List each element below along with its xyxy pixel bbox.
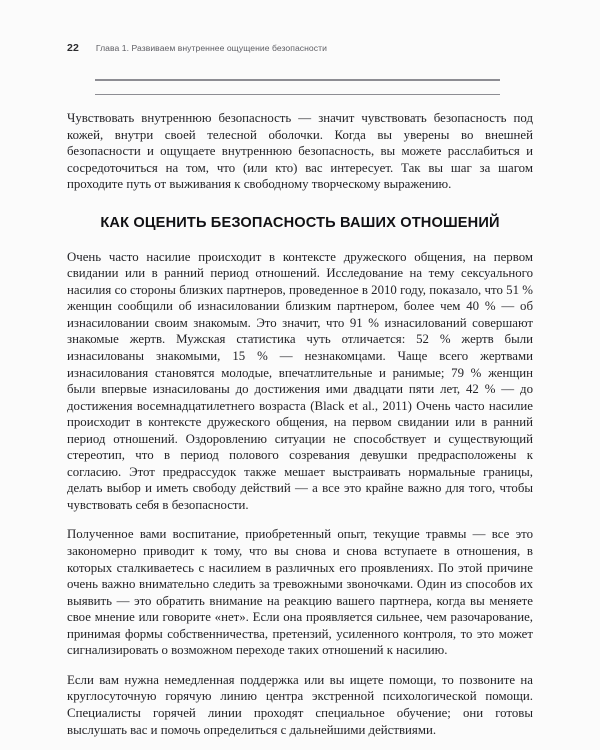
- page-number: 22: [67, 42, 79, 54]
- paragraph-intro: Чувствовать внутреннюю безопасность — значит чувствовать безопасность под кожей, внутри своей телесной оболочки. Когда вы уверены во внешней безопасности и ощущаете внутреннюю безопасность, вы можете расслабиться и сосредоточиться на том, что (или кто) вас интересует. Так вы шаг за шагом проходите путь от выживания к свободному творческому выражению.: [67, 111, 533, 192]
- section-heading: КАК ОЦЕНИТЬ БЕЗОПАСНОСТЬ ВАШИХ ОТНОШЕНИЙ: [100, 214, 500, 231]
- rule-line: [95, 79, 500, 81]
- ruled-writing-lines: [95, 79, 500, 108]
- chapter-title: Глава 1. Развиваем внутреннее ощущение безопасности: [95, 43, 327, 53]
- running-head: [67, 42, 533, 54]
- paragraph-hotline: Если вам нужна немедленная поддержка или вы ищете помощи, то позвоните на круглосуточную горячую линию центра экстренной психологической помощи. Специалисты горячей линии проходят специальное обучение; они готовы выслушать вас и помочь определиться с дальнейшими действиями.: [67, 672, 533, 737]
- page-body: [67, 110, 533, 738]
- rule-line: [95, 94, 500, 96]
- paragraph-upbringing: Полученное вами воспитание, приобретенный опыт, текущие травмы — все это закономерно приводит к тому, что вы снова и снова вступаете в отношения, в которых сталкиваетесь с насилием в различных его проявлениях. По этой причине очень важно внимательно следить за тревожными звоночками. Один из способов их выявить — это обратить внимание на реакцию вашего партнера, когда вы меняете свое мнение или говорите «нет». Если она проявляется сильнее, чем разочарование, принимая формы собственничества, претензий, усиленного контроля, то это может сигнализировать о возможном переходе таких отношений к насилию.: [67, 527, 533, 658]
- paragraph-statistics: Очень часто насилие происходит в контексте дружеского общения, на первом свидании или в ранний период отношений. Исследование на тему сексуального насилия со стороны близких партнеров, проведенное в 2010 году, показало, что 51 % женщин сообщили об изнасиловании близким партнером, более чем 40 % — об изнасиловании своим знакомым. Это значит, что 91 % изнасилований совершают знакомые жертв. Мужская статистика чуть отличается: 52 % жертв были изнасилованы знакомыми, 15 % — незнакомцами. Чаще всего жертвами изнасилования становятся молодые, впечатлительные и ранимые; 79 % женщин были впервые изнасилованы до достижения ими двадцати пяти лет, 42 % — до достижения восемнадцатилетнего возраста (Black et al., 2011) Очень часто насилие происходит в контексте дружеского общения, на первом свидании или в ранний период отношений. Оздоровлению ситуации не способствует и существующий стереотип, что в период полового созревания девушки предрасположены к согласию. Этот предрассудок также мешает выстраивать нормальные границы, делать выбор и иметь свободу действий — а все это крайне важно для того, чтобы чувствовать себя в безопасности.: [67, 249, 533, 512]
